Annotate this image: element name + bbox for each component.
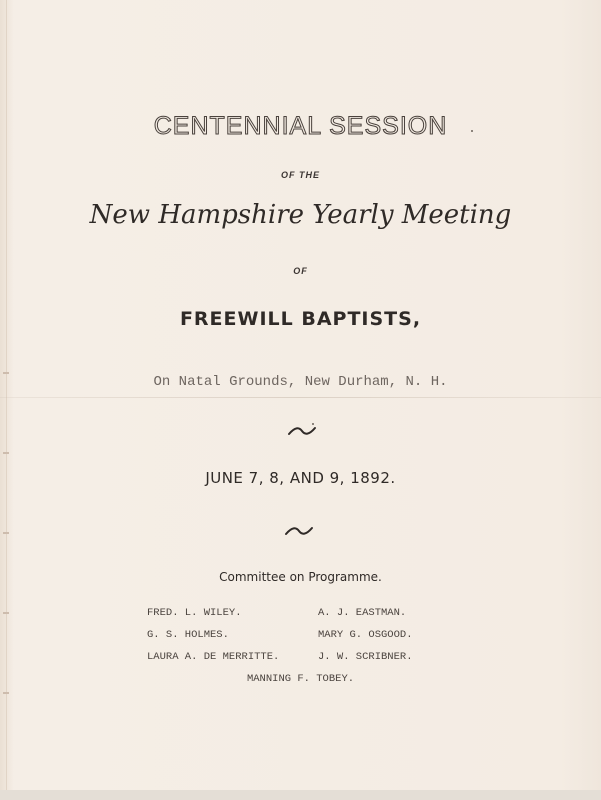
- committee-member: J. W. SCRIBNER.: [318, 651, 413, 663]
- location-line: On Natal Grounds, New Durham, N. H.: [153, 374, 448, 390]
- flourish-icon: [284, 525, 314, 537]
- denomination-name: FREEWILL BAPTISTS,: [179, 308, 422, 330]
- committee-member: MARY G. OSGOOD.: [318, 629, 413, 641]
- stitch-mark: [3, 452, 9, 454]
- session-dates: JUNE 7, 8, AND 9, 1892.: [205, 469, 396, 487]
- committee-member: MANNING F. TOBEY.: [246, 673, 355, 685]
- stitch-mark: [3, 692, 9, 694]
- committee-member: A. J. EASTMAN.: [318, 607, 407, 619]
- stitch-mark: [3, 532, 9, 534]
- committee-member: G. S. HOLMES.: [147, 629, 229, 641]
- committee-member: LAURA A. DE MERRITTE.: [147, 651, 280, 663]
- meeting-name: New Hampshire Yearly Meeting: [89, 200, 512, 230]
- stitch-mark: [3, 612, 9, 614]
- fold-crease: [0, 397, 601, 398]
- committee-heading: Committee on Programme.: [219, 570, 382, 584]
- session-title: CENTENNIAL SESSION: [153, 112, 448, 140]
- committee-member: FRED. L. WILEY.: [147, 607, 242, 619]
- bottom-edge: [0, 790, 601, 800]
- flourish-icon: [287, 425, 317, 437]
- of-the-label: OF THE: [281, 170, 320, 180]
- of-label: OF: [293, 266, 308, 276]
